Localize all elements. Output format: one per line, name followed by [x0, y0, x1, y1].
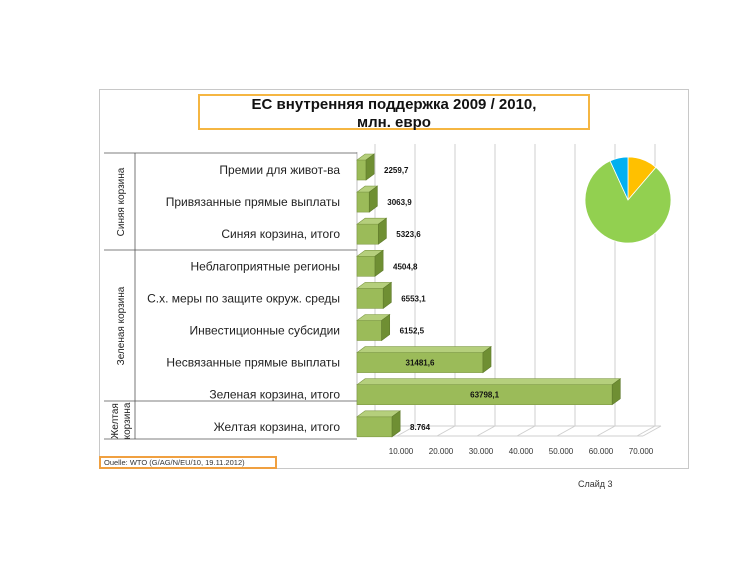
bar-front: [357, 224, 378, 244]
slide-number: Слайд 3: [578, 479, 613, 489]
gridline-floor: [437, 426, 455, 436]
category-label: Зеленая корзина, итого: [209, 387, 340, 402]
category-label: Желтая корзина, итого: [213, 419, 340, 434]
category-label: Синяя корзина, итого: [221, 227, 340, 242]
group-label-line2: корзина: [122, 402, 133, 440]
category-label: Неблагоприятные регионы: [190, 259, 340, 274]
x-tick-label: 20.000: [428, 447, 454, 456]
x-tick-label: 30.000: [468, 447, 494, 456]
bar-front: [357, 288, 383, 308]
bar-top: [357, 379, 620, 385]
category-label: С.х. меры по защите окруж. среды: [147, 291, 340, 306]
bar-value-label: 4504,8: [393, 262, 418, 272]
group-label-line1: Желтая: [110, 403, 121, 439]
source-note: Ouelle: WTO (G/AG/N/EU/10, 19.11.2012): [99, 456, 277, 469]
bar-front: [357, 417, 392, 437]
x-tick-label: 10.000: [388, 447, 414, 456]
bar: [357, 154, 374, 180]
bar-value-label: 31481,6: [405, 358, 435, 368]
group-label: Зеленая корзина: [116, 286, 127, 366]
bar-front: [357, 321, 382, 341]
bar-value-label: 3063,9: [387, 198, 412, 208]
bar-front: [357, 192, 369, 212]
bar-value-label: 8.764: [410, 422, 431, 432]
gridline-floor: [557, 426, 575, 436]
group-label: Синяя корзина: [116, 167, 127, 237]
x-tick-label: 40.000: [508, 447, 534, 456]
chart-title: [198, 94, 590, 130]
bar: [357, 282, 391, 308]
gridline-floor: [477, 426, 495, 436]
bar-top: [357, 347, 491, 353]
bar-value-label: 5323,6: [396, 230, 421, 240]
x-tick-label: 50.000: [548, 447, 574, 456]
bar-value-label: 2259,7: [384, 166, 409, 175]
category-label: Привязанные прямые выплаты: [165, 195, 340, 210]
bar: [357, 250, 383, 276]
category-label: Инвестиционные субсидии: [189, 323, 340, 338]
category-label: Премии для живот-ва: [219, 163, 340, 177]
bar-value-label: 6152,5: [399, 326, 425, 336]
chart-title-line1: ЕС внутренняя поддержка 2009 / 2010,: [251, 96, 537, 113]
gridline-floor: [597, 426, 615, 436]
bar-value-label: 6553,1: [401, 294, 426, 304]
bar-value-label: 63798,1: [470, 390, 500, 400]
bar: [357, 315, 390, 341]
x-tick-label: 70.000: [628, 447, 654, 456]
x-tick-label: 60.000: [588, 447, 614, 456]
bar: [357, 186, 377, 212]
bar-front: [357, 160, 366, 180]
category-label: Несвязанные прямые выплаты: [166, 355, 340, 370]
bar: [357, 411, 400, 437]
bar-front: [357, 256, 375, 276]
bar: [357, 218, 386, 244]
chart-title-line2: млн. евро: [357, 114, 431, 131]
gridline-floor: [517, 426, 535, 436]
